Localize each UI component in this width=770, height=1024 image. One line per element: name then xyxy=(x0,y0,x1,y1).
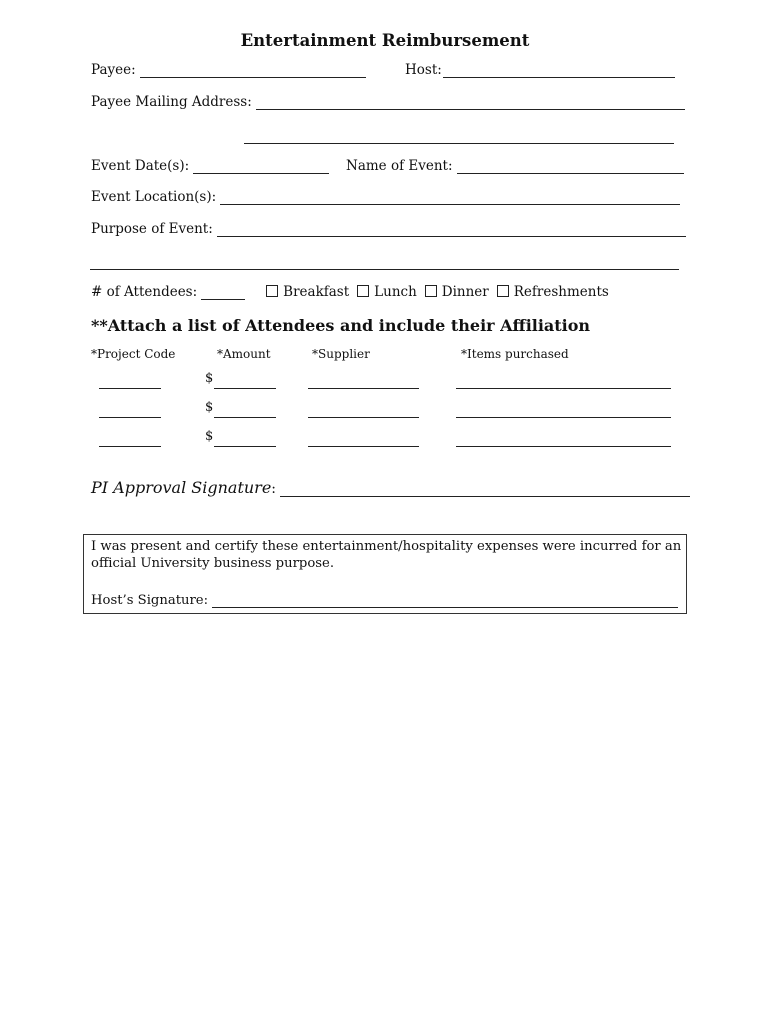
purpose-row xyxy=(91,221,686,237)
items-field[interactable] xyxy=(456,445,671,447)
pi-signature-field[interactable] xyxy=(280,480,690,497)
host-signature-field[interactable] xyxy=(212,593,678,608)
host-row xyxy=(405,62,675,78)
supplier-field[interactable] xyxy=(308,387,419,389)
certification-box xyxy=(83,534,687,614)
col-amount: *Amount xyxy=(217,347,271,361)
event-location-field[interactable] xyxy=(220,190,680,205)
payee-label: Payee: xyxy=(91,62,136,78)
dollar-sign: $ xyxy=(205,400,214,415)
col-project-code: *Project Code xyxy=(91,347,176,361)
supplier-field[interactable] xyxy=(308,416,419,418)
payee-row xyxy=(91,62,366,78)
event-name-label: Name of Event: xyxy=(346,158,453,174)
col-items: *Items purchased xyxy=(461,347,569,361)
certification-text-line2: official University business purpose. xyxy=(91,556,335,571)
attendees-label: # of Attendees: xyxy=(91,284,198,300)
host-signature-row xyxy=(91,593,678,608)
dollar-sign: $ xyxy=(205,429,214,444)
supplier-field[interactable] xyxy=(308,445,419,447)
checkbox-icon[interactable] xyxy=(266,285,278,297)
pi-signature-row: PI Approval Signature : xyxy=(91,478,690,497)
host-field[interactable] xyxy=(443,63,675,78)
checkbox-icon[interactable] xyxy=(497,285,509,297)
pi-signature-label: PI Approval Signature xyxy=(91,478,272,497)
checkbox-icon[interactable] xyxy=(357,285,369,297)
items-field[interactable] xyxy=(456,387,671,389)
meal-breakfast[interactable]: Breakfast xyxy=(262,284,349,300)
meal-lunch[interactable]: Lunch xyxy=(353,284,417,300)
mailing-row xyxy=(91,94,685,110)
meal-dinner[interactable]: Dinner xyxy=(421,284,489,300)
host-label: Host: xyxy=(405,62,442,78)
project-code-field[interactable] xyxy=(99,416,161,418)
event-dates-field[interactable] xyxy=(193,159,329,174)
form-title: Entertainment Reimbursement xyxy=(240,31,530,50)
event-location-row xyxy=(91,189,680,205)
event-dates-row xyxy=(91,158,329,174)
mailing-field-2[interactable] xyxy=(244,142,674,144)
purpose-label: Purpose of Event: xyxy=(91,221,213,237)
purpose-field-2[interactable] xyxy=(90,268,679,270)
event-location-label: Event Location(s): xyxy=(91,189,217,205)
host-signature-label: Host’s Signature: xyxy=(91,593,209,608)
mailing-label: Payee Mailing Address: xyxy=(91,94,252,110)
meal-refreshments[interactable]: Refreshments xyxy=(493,284,609,300)
payee-field[interactable] xyxy=(140,63,366,78)
amount-field[interactable] xyxy=(214,416,276,418)
certification-text-line1: I was present and certify these entertainment/hospitality expenses were incurred for an xyxy=(91,539,682,554)
attach-heading: **Attach a list of Attendees and include their Affiliation xyxy=(91,316,591,335)
dollar-sign: $ xyxy=(205,371,214,386)
event-name-field[interactable] xyxy=(457,159,684,174)
event-name-row xyxy=(346,158,684,174)
col-supplier: *Supplier xyxy=(312,347,370,361)
amount-field[interactable] xyxy=(214,445,276,447)
mailing-field-1[interactable] xyxy=(256,95,685,110)
purpose-field-1[interactable] xyxy=(217,222,686,237)
checkbox-icon[interactable] xyxy=(425,285,437,297)
project-code-field[interactable] xyxy=(99,387,161,389)
attendees-row xyxy=(91,284,613,300)
amount-field[interactable] xyxy=(214,387,276,389)
items-field[interactable] xyxy=(456,416,671,418)
event-dates-label: Event Date(s): xyxy=(91,158,190,174)
attendees-field[interactable] xyxy=(201,285,245,300)
project-code-field[interactable] xyxy=(99,445,161,447)
